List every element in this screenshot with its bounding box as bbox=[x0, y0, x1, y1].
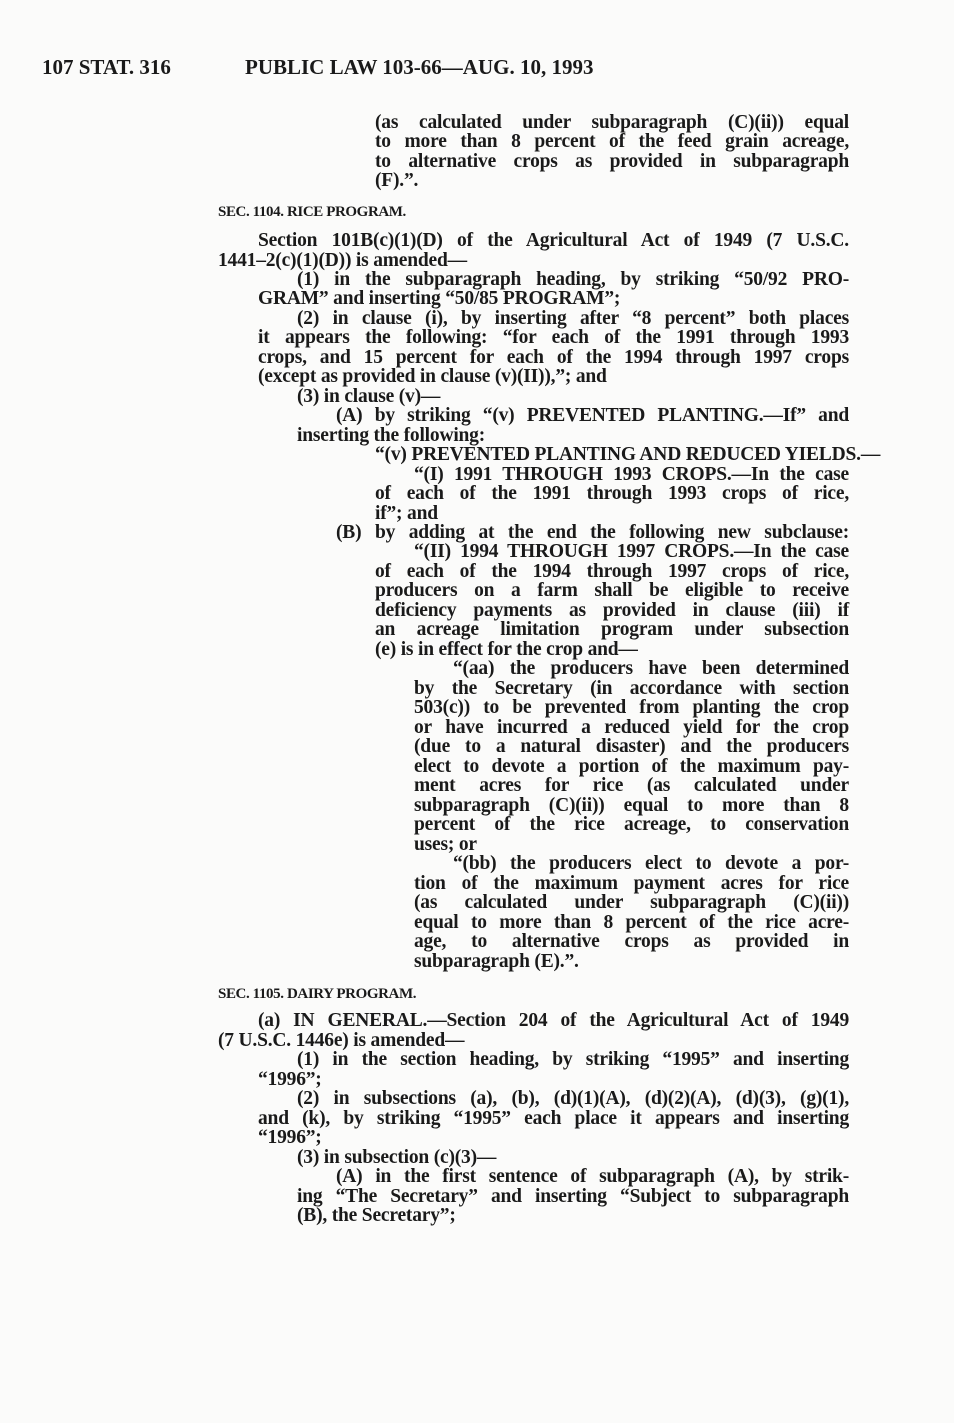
text-line: percent of the rice acreage, to conservation bbox=[414, 814, 849, 835]
text-line: subparagraph (C)(ii)) equal to more than 8 bbox=[414, 795, 849, 816]
text-line: crops, and 15 percent for each of the 1994 through 1997 crops bbox=[258, 347, 849, 368]
text-line: (B) by adding at the end the following new subclause: bbox=[336, 522, 849, 543]
text-line: it appears the following: “for each of the 1991 through 1993 bbox=[258, 327, 849, 348]
text-line: and (k), by striking “1995” each place it appears and inserting bbox=[258, 1108, 849, 1129]
text-line: (3) in clause (v)— bbox=[297, 386, 441, 407]
text-line: “(II) 1994 THROUGH 1997 CROPS.—In the case bbox=[414, 541, 849, 562]
text-line: tion of the maximum payment acres for rice bbox=[414, 873, 849, 894]
text-line: (except as provided in clause (v)(II)),”; and bbox=[258, 366, 607, 387]
text-line: uses; or bbox=[414, 834, 477, 855]
text-line: 1441–2(c)(1)(D)) is amended— bbox=[218, 250, 467, 271]
text-line: producers on a farm shall be eligible to receive bbox=[375, 580, 849, 601]
section-heading: SEC. 1105. DAIRY PROGRAM. bbox=[218, 986, 417, 1002]
text-line: (e) is in effect for the crop and— bbox=[375, 639, 638, 660]
page-stat-citation: 107 STAT. 316 bbox=[42, 55, 171, 79]
text-line: 503(c)) to be prevented from planting the crop bbox=[414, 697, 849, 718]
text-line: ing “The Secretary” and inserting “Subject to subparagraph bbox=[297, 1186, 849, 1207]
text-line: deficiency payments as provided in clause (iii) if bbox=[375, 600, 849, 621]
text-line: ment acres for rice (as calculated under bbox=[414, 775, 849, 796]
running-header-title: PUBLIC LAW 103-66—AUG. 10, 1993 bbox=[245, 55, 594, 79]
text-line: “(bb) the producers elect to devote a por- bbox=[453, 853, 849, 874]
text-line: subparagraph (E).”. bbox=[414, 951, 579, 972]
text-line: (2) in clause (i), by inserting after “8 percent” both places bbox=[297, 308, 849, 329]
text-line: of each of the 1991 through 1993 crops of rice, bbox=[375, 483, 849, 504]
text-line: by the Secretary (in accordance with section bbox=[414, 678, 849, 699]
text-line: (A) in the first sentence of subparagraph (A), by strik- bbox=[336, 1166, 849, 1187]
text-line: equal to more than 8 percent of the rice acre- bbox=[414, 912, 849, 933]
text-line: (as calculated under subparagraph (C)(ii)) bbox=[414, 892, 849, 913]
text-line: (as calculated under subparagraph (C)(ii)) equal bbox=[375, 112, 849, 133]
text-line: “1996”; bbox=[258, 1127, 322, 1148]
section-heading: SEC. 1104. RICE PROGRAM. bbox=[218, 204, 406, 220]
text-line: (1) in the section heading, by striking “1995” and inserting bbox=[297, 1049, 849, 1070]
text-line: “(I) 1991 THROUGH 1993 CROPS.—In the case bbox=[414, 464, 849, 485]
text-line: GRAM” and inserting “50/85 PROGRAM”; bbox=[258, 288, 621, 309]
text-line: “(v) PREVENTED PLANTING AND REDUCED YIELDS.— bbox=[375, 444, 881, 465]
text-line: (3) in subsection (c)(3)— bbox=[297, 1147, 497, 1168]
text-line: an acreage limitation program under subsection bbox=[375, 619, 849, 640]
text-line: age, to alternative crops as provided in bbox=[414, 931, 849, 952]
text-line: to alternative crops as provided in subparagraph bbox=[375, 151, 849, 172]
text-line: (2) in subsections (a), (b), (d)(1)(A), (d)(2)(A), (d)(3), (g)(1), bbox=[297, 1088, 849, 1109]
text-line: (due to a natural disaster) and the producers bbox=[414, 736, 849, 757]
text-line: of each of the 1994 through 1997 crops of rice, bbox=[375, 561, 849, 582]
text-line: if”; and bbox=[375, 503, 438, 524]
text-line: to more than 8 percent of the feed grain acreage, bbox=[375, 131, 849, 152]
text-line: (F).”. bbox=[375, 170, 419, 191]
text-line: (A) by striking “(v) PREVENTED PLANTING.—If” and bbox=[336, 405, 849, 426]
text-line: or have incurred a reduced yield for the crop bbox=[414, 717, 849, 738]
text-line: (7 U.S.C. 1446e) is amended— bbox=[218, 1030, 465, 1051]
text-line: inserting the following: bbox=[297, 425, 486, 446]
text-line: (B), the Secretary”; bbox=[297, 1205, 456, 1226]
text-line: “(aa) the producers have been determined bbox=[453, 658, 849, 679]
text-line: (a) IN GENERAL.—Section 204 of the Agricultural Act of 1949 bbox=[258, 1010, 849, 1031]
text-line: Section 101B(c)(1)(D) of the Agricultural Act of 1949 (7 U.S.C. bbox=[258, 230, 849, 251]
text-line: (1) in the subparagraph heading, by striking “50/92 PRO- bbox=[297, 269, 849, 290]
text-line: “1996”; bbox=[258, 1069, 322, 1090]
text-line: elect to devote a portion of the maximum pay- bbox=[414, 756, 849, 777]
